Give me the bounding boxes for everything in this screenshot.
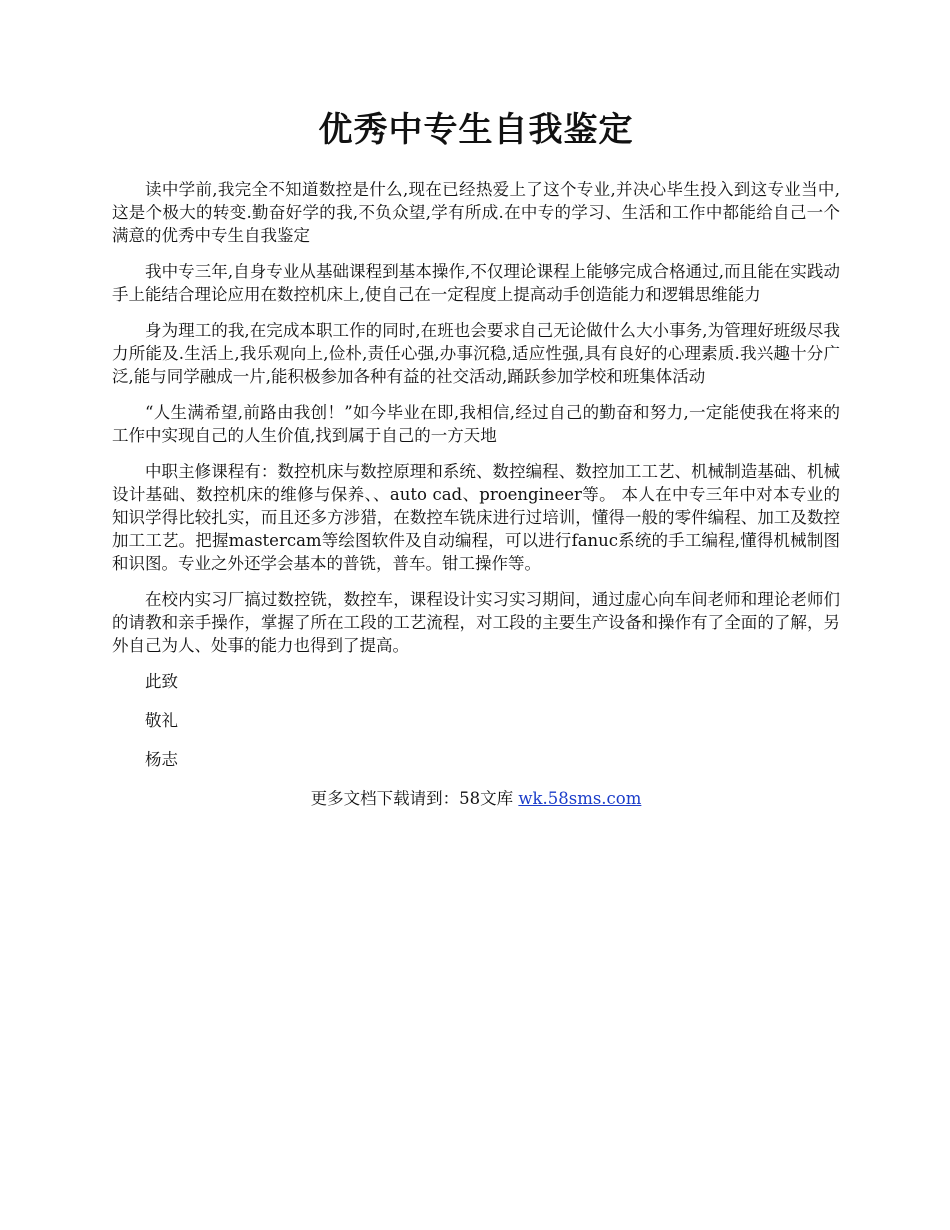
document-page — [112, 108, 840, 810]
footer-text: 更多文档下载请到：58文库 — [310, 789, 519, 809]
signature: 杨志 — [145, 750, 178, 770]
paragraph: 读中学前,我完全不知道数控是什么,现在已经热爱上了这个专业,并决心毕生投入到这专业当中,这是个极大的转变.勤奋好学的我,不负众望,学有所成.在中专的学习、生活和工作中都能给自己一个满意的优秀中专生自我鉴定 — [112, 180, 840, 246]
document-title: 优秀中专生自我鉴定 — [318, 110, 634, 150]
footer — [112, 787, 840, 810]
closing-regards: 敬礼 — [145, 711, 178, 731]
paragraph: 我中专三年,自身专业从基础课程到基本操作,不仅理论课程上能够完成合格通过,而且能在实践动手上能结合理论应用在数控机床上,使自己在一定程度上提高动手创造能力和逻辑思维能力 — [112, 262, 840, 305]
paragraph: 在校内实习厂搞过数控铣，数控车，课程设计实习实习期间，通过虚心向车间老师和理论老师们的请教和亲手操作，掌握了所在工段的工艺流程，对工段的主要生产设备和操作有了全面的了解，另外自己为人、处事的能力也得到了提高。 — [112, 590, 840, 656]
closing-salutation: 此致 — [145, 672, 178, 692]
footer-link[interactable]: wk.58sms.com — [518, 789, 642, 809]
paragraph: 中职主修课程有：数控机床与数控原理和系统、数控编程、数控加工工艺、机械制造基础、机械设计基础、数控机床的维修与保养、、auto cad、proengineer等。 本人在中专三年中对本专业的知识学得比较扎实，而且还多方涉猎，在数控车铣床进行过培训，懂得一般的零件编程、加工及数控加工工艺。把握mastercam等绘图软件及自动编程，可以进行fanuc系统的手工编程,懂得机械制图和识图。专业之外还学会基本的普铣，普车。钳工操作等。 — [112, 462, 840, 574]
paragraph: “人生满希望,前路由我创！”如今毕业在即,我相信,经过自己的勤奋和努力,一定能使我在将来的工作中实现自己的人生价值,找到属于自己的一方天地 — [112, 403, 840, 446]
paragraph: 身为理工的我,在完成本职工作的同时,在班也会要求自己无论做什么大小事务,为管理好班级尽我力所能及.生活上,我乐观向上,俭朴,责任心强,办事沉稳,适应性强,具有良好的心理素质.我兴趣十分广泛,能与同学融成一片,能积极参加各种有益的社交活动,踊跃参加学校和班集体活动 — [112, 321, 840, 387]
